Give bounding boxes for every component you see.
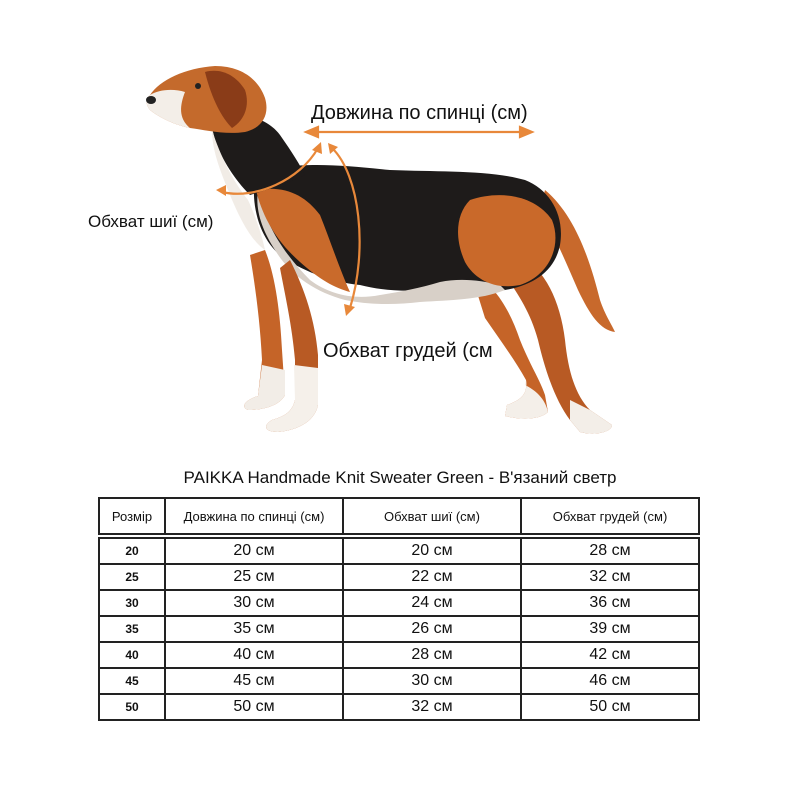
size-cell: 30 [99, 590, 165, 616]
back-length-cell: 30 см [165, 590, 343, 616]
size-cell: 40 [99, 642, 165, 668]
chest-girth-cell: 50 см [521, 694, 699, 720]
header-back-length: Довжина по спинці (см) [165, 498, 343, 534]
chest-girth-cell: 32 см [521, 564, 699, 590]
neck-girth-cell: 24 см [343, 590, 521, 616]
table-row [99, 694, 699, 720]
header-neck-girth: Обхват шиї (см) [343, 498, 521, 534]
chest-girth-cell: 42 см [521, 642, 699, 668]
back-length-cell: 35 см [165, 616, 343, 642]
back-length-cell: 45 см [165, 668, 343, 694]
table-row [99, 590, 699, 616]
table-row [99, 642, 699, 668]
header-size: Розмір [99, 498, 165, 534]
neck-girth-cell: 26 см [343, 616, 521, 642]
chest-girth-cell: 39 см [521, 616, 699, 642]
back-length-cell: 50 см [165, 694, 343, 720]
chest-girth-cell: 28 см [521, 538, 699, 564]
chest-girth-cell: 46 см [521, 668, 699, 694]
size-cell: 20 [99, 538, 165, 564]
size-cell: 50 [99, 694, 165, 720]
size-cell: 25 [99, 564, 165, 590]
neck-girth-label: Обхват шиї (см) [88, 212, 214, 231]
table-row [99, 564, 699, 590]
header-chest-girth: Обхват грудей (см) [521, 498, 699, 534]
back-length-cell: 40 см [165, 642, 343, 668]
size-chart-table [98, 497, 700, 721]
back-length-arrow [306, 127, 532, 137]
size-cell: 35 [99, 616, 165, 642]
neck-girth-cell: 28 см [343, 642, 521, 668]
neck-girth-cell: 22 см [343, 564, 521, 590]
table-header-row [99, 498, 699, 534]
back-length-cell: 20 см [165, 538, 343, 564]
back-length-label: Довжина по спинці (см) [311, 102, 528, 124]
table-row [99, 538, 699, 564]
table-row [99, 668, 699, 694]
neck-girth-cell: 20 см [343, 538, 521, 564]
back-length-cell: 25 см [165, 564, 343, 590]
neck-girth-cell: 32 см [343, 694, 521, 720]
chest-girth-label: Обхват грудей (см [323, 340, 493, 362]
neck-girth-cell: 30 см [343, 668, 521, 694]
chest-girth-cell: 36 см [521, 590, 699, 616]
table-row [99, 616, 699, 642]
product-title: PAIKKA Handmade Knit Sweater Green - В'язаний светр [183, 468, 617, 487]
size-cell: 45 [99, 668, 165, 694]
